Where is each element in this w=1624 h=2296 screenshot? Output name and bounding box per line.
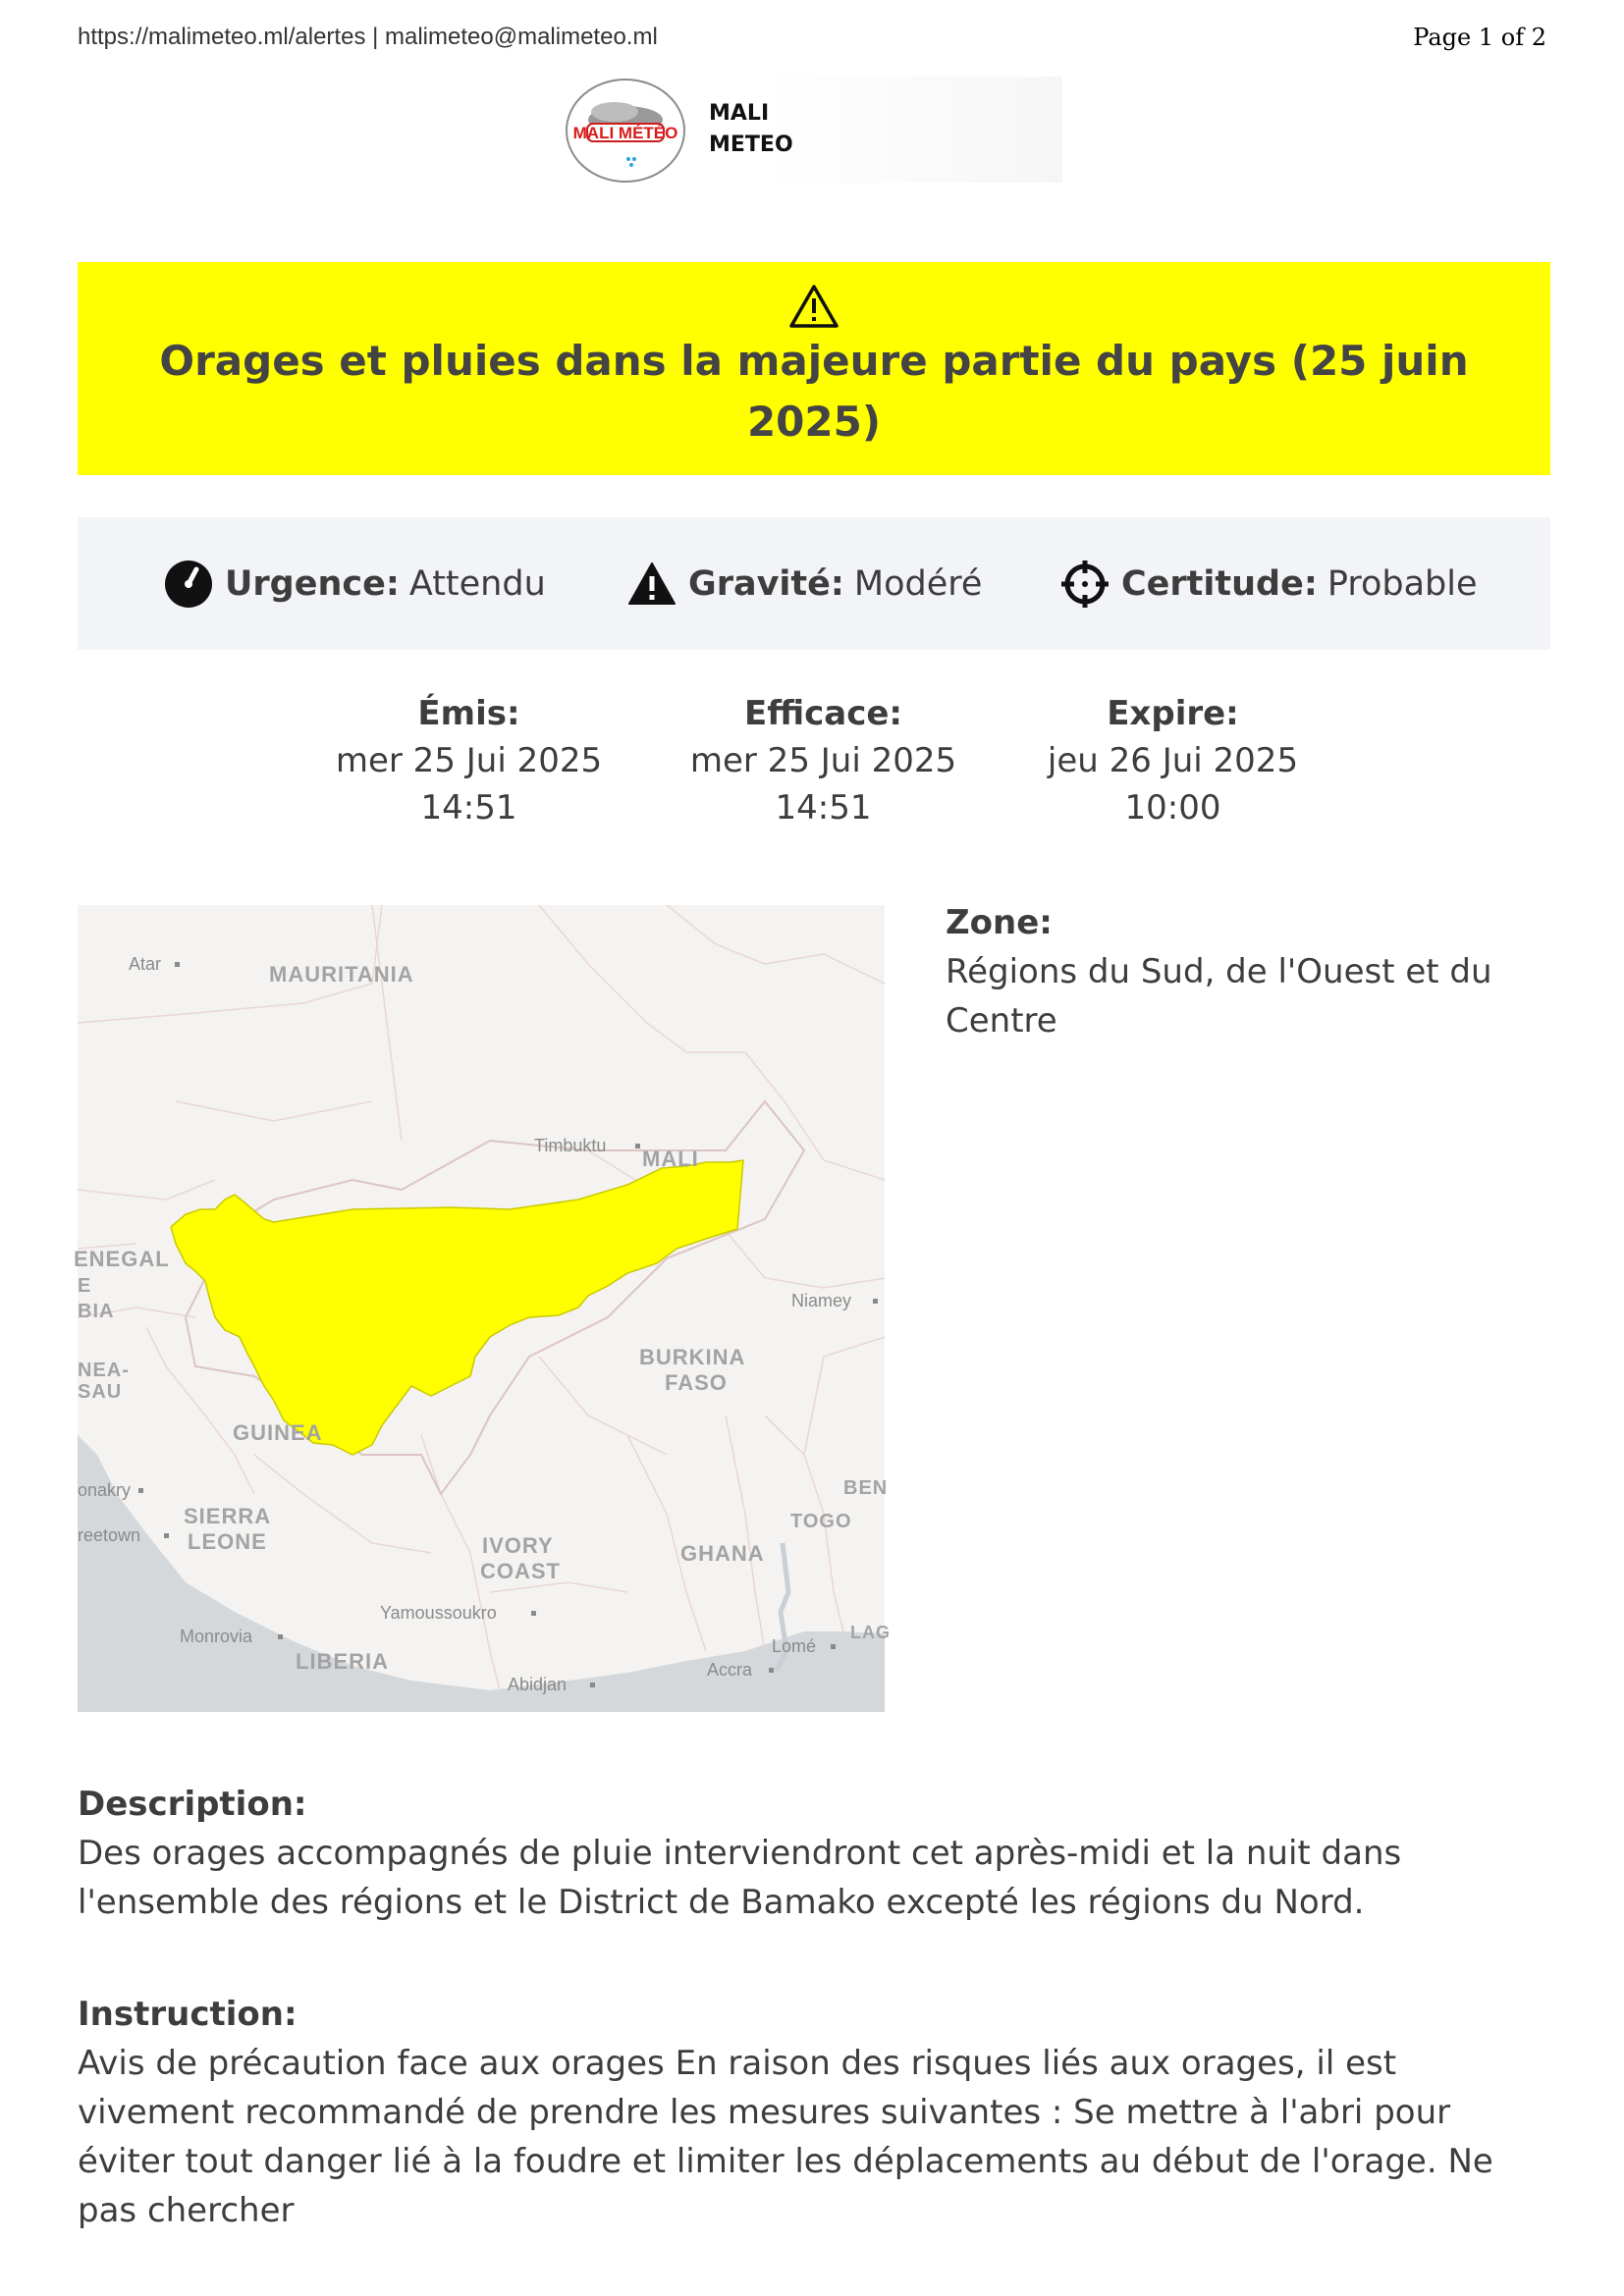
alert-map[interactable] (74, 905, 891, 1712)
certitude-item (1060, 560, 1478, 609)
map-label-guinea: GUINEA (233, 1420, 323, 1445)
urgence-label: Urgence: (225, 564, 400, 604)
efficace-time: 14:51 (775, 788, 872, 828)
page-number: Page 1 of 2 (1413, 24, 1546, 51)
expire-date: jeu 26 Jui 2025 (1047, 741, 1299, 780)
map-label-benin: BEN (843, 1477, 889, 1499)
zone-section (946, 898, 1535, 1045)
instruction-section (78, 1990, 1550, 2235)
zone-label: Zone: (946, 903, 1053, 942)
map-label-ghana: GHANA (680, 1541, 765, 1566)
gravite-item (627, 560, 982, 609)
alert-meta-box (78, 517, 1550, 650)
map-city-monrovia: Monrovia (180, 1627, 253, 1646)
map-label-mauritania: MAURITANIA (269, 962, 414, 987)
gravite-value: Modéré (853, 564, 983, 604)
map-label-guinea-bissau-1: NEA- (78, 1360, 130, 1381)
map-city-abidjan: Abidjan (508, 1675, 568, 1694)
map-label-gambia-2: BIA (78, 1301, 115, 1322)
map-city-yamoussoukro: Yamoussoukro (380, 1603, 497, 1623)
logo-line2: METEO (709, 133, 793, 157)
warning-filled-icon (627, 560, 677, 609)
expire-time: 10:00 (1124, 788, 1221, 828)
alert-banner (78, 262, 1550, 475)
map-city-freetown: reetown (78, 1525, 141, 1545)
map-city-lagos: LAG (850, 1623, 891, 1642)
description-text: Des orages accompagnés de pluie interviendront cet après-midi et la nuit dans l'ensemble des régions et le District de Bamako excepté les régions du Nord. (78, 1834, 1402, 1922)
instruction-label: Instruction: (78, 1995, 298, 2034)
map-label-ivory: IVORY (482, 1533, 554, 1558)
date-emis (329, 690, 609, 831)
certitude-value: Probable (1326, 564, 1478, 604)
description-section (78, 1780, 1550, 1927)
map-city-lome: Lomé (772, 1636, 817, 1656)
logo-badge-text: MALI MÉTÉO (572, 124, 678, 142)
urgence-item (164, 560, 546, 609)
map-label-togo: TOGO (790, 1511, 852, 1532)
map-label-guinea-bissau-2: SAU (78, 1381, 123, 1403)
warning-icon (788, 284, 839, 329)
efficace-label: Efficace: (743, 694, 903, 733)
gravite-label: Gravité: (688, 564, 844, 604)
efficace-date: mer 25 Jui 2025 (689, 741, 957, 780)
logo-badge (566, 79, 685, 183)
map-city-atar: Atar (129, 954, 162, 974)
emis-label: Émis: (417, 694, 520, 733)
emis-time: 14:51 (420, 788, 517, 828)
map-city-timbuktu: Timbuktu (534, 1136, 607, 1155)
map-label-leone: LEONE (188, 1529, 267, 1554)
certitude-label: Certitude: (1121, 564, 1318, 604)
map-label-gambia-1: E (78, 1275, 92, 1297)
map-label-faso: FASO (665, 1370, 728, 1395)
date-expire (1033, 690, 1313, 831)
map-city-conakry: onakry (78, 1480, 132, 1500)
map-city-niamey: Niamey (791, 1291, 852, 1310)
map-label-liberia: LIBERIA (296, 1649, 389, 1674)
map-label-coast: COAST (480, 1559, 561, 1583)
map-label-senegal: ENEGAL (74, 1247, 170, 1271)
urgence-value: Attendu (408, 564, 546, 604)
zone-value: Régions du Sud, de l'Ouest et du Centre (946, 952, 1492, 1041)
map-city-accra: Accra (707, 1660, 753, 1680)
emis-date: mer 25 Jui 2025 (335, 741, 603, 780)
expire-label: Expire: (1107, 694, 1239, 733)
instruction-text: Avis de précaution face aux orages En raison des risques liés aux orages, il est vivement recommandé de prendre les mesures suivantes : Se mettre à l'abri pour éviter tout danger lié à la foudre et limiter les déplacements au début de l'orage. Ne pas chercher (78, 2044, 1493, 2230)
alert-title: Orages et pluies dans la majeure partie du pays (25 juin 2025) (159, 337, 1469, 446)
date-efficace (683, 690, 963, 831)
map-label-sierra: SIERRA (184, 1504, 272, 1528)
mali-meteo-logo (562, 77, 1062, 183)
page-header-contact: https://malimeteo.ml/alertes | malimeteo@malimeteo.ml (78, 24, 658, 50)
map-label-burkina: BURKINA (639, 1345, 746, 1369)
logo-text (709, 98, 793, 161)
crosshair-icon (1060, 560, 1110, 609)
map-label-mali: MALI (642, 1147, 699, 1171)
stopwatch-icon (164, 560, 213, 609)
description-label: Description: (78, 1785, 307, 1824)
logo-line1: MALI (709, 101, 770, 126)
